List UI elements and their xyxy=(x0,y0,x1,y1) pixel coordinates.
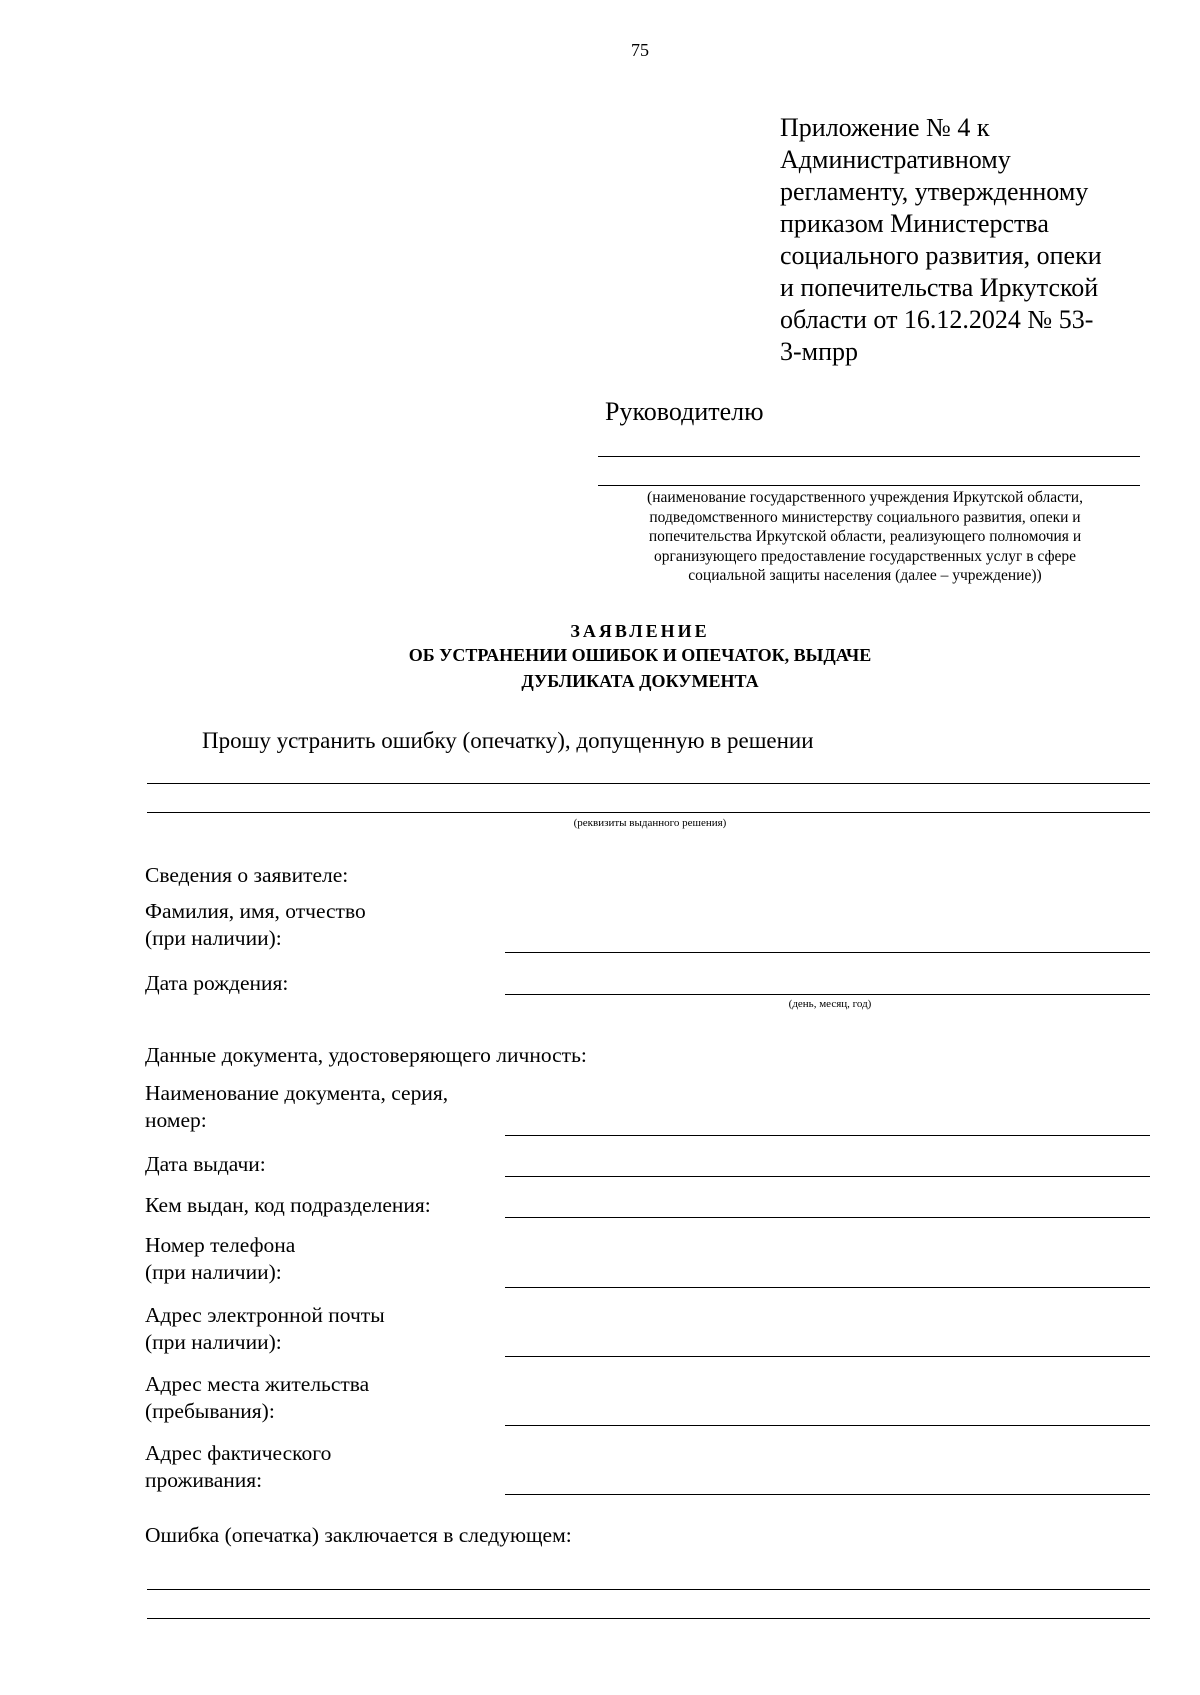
phone-label xyxy=(145,1232,295,1286)
doc-name-label xyxy=(145,1080,448,1134)
label-line: Фамилия, имя, отчество xyxy=(145,899,366,923)
caption-line: попечительства Иркутской области, реализующего полномочия и xyxy=(648,528,1082,545)
error-description-line-1[interactable] xyxy=(147,1589,1150,1590)
appendix-line: регламенту, утвержденному xyxy=(780,177,1089,206)
document-title: ЗАЯВЛЕНИЕ xyxy=(570,621,710,641)
decision-details-caption: (реквизиты выданного решения) xyxy=(573,817,727,829)
label-line: (при наличии): xyxy=(145,1260,282,1284)
appendix-line: 3-мпрр xyxy=(780,337,859,366)
addressee-line-1[interactable] xyxy=(598,456,1140,457)
document-subtitle: ОБ УСТРАНЕНИИ ОШИБОК И ОПЕЧАТОК, ВЫДАЧЕ xyxy=(408,645,872,665)
appendix-line: приказом Министерства xyxy=(780,209,1049,238)
identity-doc-heading: Данные документа, удостоверяющего личность: xyxy=(145,1043,587,1067)
birth-date-label: Дата рождения: xyxy=(145,971,289,995)
decision-details-line-1[interactable] xyxy=(147,783,1150,784)
issued-by-label: Кем выдан, код подразделения: xyxy=(145,1193,431,1217)
phone-field[interactable] xyxy=(505,1287,1150,1288)
error-description-label: Ошибка (опечатка) заключается в следующем: xyxy=(145,1523,572,1547)
full-name-field[interactable] xyxy=(505,952,1150,953)
label-line: Номер телефона xyxy=(145,1233,296,1257)
page-number: 75 xyxy=(631,40,649,60)
label-line: Адрес электронной почты xyxy=(145,1303,385,1327)
issue-date-label: Дата выдачи: xyxy=(145,1152,266,1176)
label-line: (пребывания): xyxy=(145,1399,275,1423)
actual-address-field[interactable] xyxy=(505,1494,1150,1495)
request-text: Прошу устранить ошибку (опечатку), допущенную в решении xyxy=(202,728,814,753)
appendix-line: Приложение № 4 к xyxy=(780,113,990,142)
applicant-heading: Сведения о заявителе: xyxy=(145,863,349,887)
caption-line: организующего предоставление государственных услуг в сфере xyxy=(653,547,1077,565)
organization-caption xyxy=(600,488,1130,586)
appendix-note xyxy=(780,112,1160,368)
caption-line: (наименование государственного учреждения Иркутской области, xyxy=(647,489,1083,506)
birth-date-caption: (день, месяц, год) xyxy=(788,998,872,1010)
label-line: проживания: xyxy=(145,1468,263,1492)
residence-field[interactable] xyxy=(505,1425,1150,1426)
addressee-line-2[interactable] xyxy=(598,485,1140,486)
label-line: Адрес места жительства xyxy=(145,1372,370,1396)
caption-line: подведомственного министерству социального развития, опеки и xyxy=(649,508,1081,526)
addressee-label: Руководителю xyxy=(605,397,764,426)
appendix-line: области от 16.12.2024 № 53- xyxy=(780,305,1094,334)
document-subtitle-2: ДУБЛИКАТА ДОКУМЕНТА xyxy=(521,671,759,691)
full-name-label xyxy=(145,898,366,952)
label-line: Наименование документа, серия, xyxy=(145,1081,449,1105)
appendix-line: и попечительства Иркутской xyxy=(780,273,1099,302)
email-label xyxy=(145,1302,385,1356)
label-line: номер: xyxy=(145,1108,207,1132)
doc-name-field[interactable] xyxy=(505,1135,1150,1136)
actual-address-label xyxy=(145,1440,331,1494)
label-line: (при наличии): xyxy=(145,926,282,950)
appendix-line: Административному xyxy=(780,145,1011,174)
label-line: (при наличии): xyxy=(145,1330,282,1354)
appendix-line: социального развития, опеки xyxy=(780,241,1102,270)
birth-date-field[interactable] xyxy=(505,994,1150,995)
issue-date-field[interactable] xyxy=(505,1176,1150,1177)
error-description-line-2[interactable] xyxy=(147,1618,1150,1619)
decision-details-line-2[interactable] xyxy=(147,812,1150,813)
caption-line: социальной защиты населения (далее – учреждение)) xyxy=(688,567,1042,584)
label-line: Адрес фактического xyxy=(145,1441,332,1465)
email-field[interactable] xyxy=(505,1356,1150,1357)
issued-by-field[interactable] xyxy=(505,1217,1150,1218)
residence-label xyxy=(145,1371,369,1425)
